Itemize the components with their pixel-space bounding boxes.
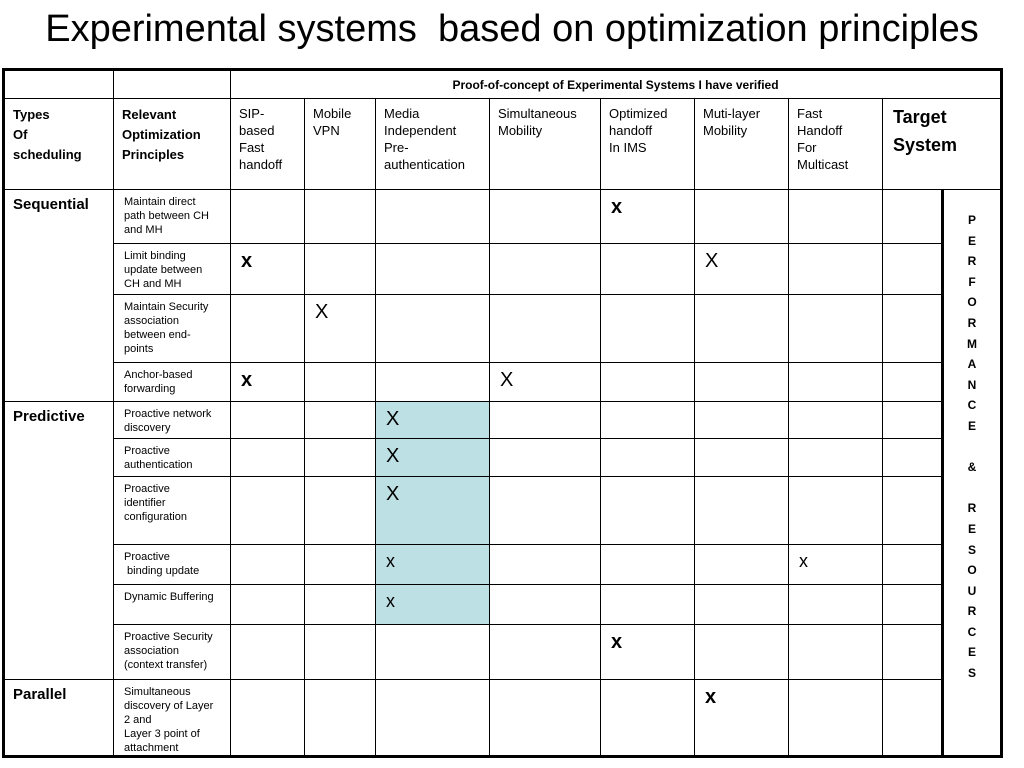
text-line: Layer 3 point of <box>124 728 200 740</box>
target-system-cell <box>883 625 943 680</box>
optimization-principle <box>114 295 231 363</box>
check-mark-cell: X <box>376 439 490 477</box>
check-mark-cell <box>231 625 305 680</box>
text-line: System <box>893 135 958 155</box>
target-system-cell <box>883 402 943 439</box>
check-mark-cell <box>305 363 376 402</box>
check-mark-cell <box>695 402 789 439</box>
text-line: configuration <box>124 511 187 523</box>
text-line: Simultaneous <box>498 106 577 121</box>
check-mark-cell: x <box>789 545 883 585</box>
check-mark-cell <box>376 680 490 757</box>
check-mark-cell: x <box>231 244 305 295</box>
text-line: Principles <box>122 147 185 162</box>
check-mark-cell <box>231 190 305 244</box>
vertical-letter: A <box>967 357 977 372</box>
text-line: between end- <box>124 329 191 341</box>
check-mark-cell <box>490 402 601 439</box>
text-line: Maintain direct <box>124 196 196 208</box>
table-row <box>4 363 1002 402</box>
check-mark-cell: x <box>231 363 305 402</box>
target-system-cell <box>883 585 943 625</box>
vertical-letter: E <box>968 233 977 248</box>
text-line: Pre- <box>384 140 409 155</box>
optimization-principle <box>114 585 231 625</box>
table-row <box>4 439 1002 477</box>
check-mark-cell <box>231 402 305 439</box>
text-line: Simultaneous <box>124 686 191 698</box>
check-mark-cell <box>305 439 376 477</box>
text-line: Media <box>384 106 420 121</box>
table-row <box>4 625 1002 680</box>
check-mark-cell <box>376 625 490 680</box>
optimization-principle <box>114 244 231 295</box>
text-line: Limit binding <box>124 250 186 262</box>
check-mark-cell <box>789 190 883 244</box>
text-line: scheduling <box>13 147 82 162</box>
text-line: Multicast <box>797 157 849 172</box>
optimization-principle <box>114 545 231 585</box>
check-mark-cell: X <box>376 402 490 439</box>
vertical-letter: R <box>967 604 977 619</box>
table-row <box>4 545 1002 585</box>
check-mark-cell <box>376 190 490 244</box>
text-line: SIP- <box>239 106 265 121</box>
header-target-system <box>883 99 1002 190</box>
check-mark-cell <box>789 363 883 402</box>
optimization-principle <box>114 477 231 545</box>
check-mark-cell <box>695 363 789 402</box>
vertical-letter: R <box>967 501 977 516</box>
check-mark-cell <box>695 545 789 585</box>
header-relevant-optimization-principles <box>114 99 231 190</box>
text-line: (context transfer) <box>124 659 208 671</box>
text-line: CH and MH <box>124 278 182 290</box>
check-mark-cell <box>231 439 305 477</box>
text-line: update between <box>124 264 203 276</box>
text-line: Proactive <box>124 483 170 495</box>
vertical-letter: E <box>968 521 977 536</box>
vertical-letter: R <box>967 315 977 330</box>
check-mark-cell <box>305 585 376 625</box>
check-mark-cell <box>789 402 883 439</box>
table-row <box>4 244 1002 295</box>
table-row <box>4 402 1002 439</box>
check-mark-cell <box>305 244 376 295</box>
check-mark-cell <box>601 363 695 402</box>
header-types-of-scheduling <box>4 99 114 190</box>
check-mark-cell <box>490 585 601 625</box>
text-line: Anchor-based <box>124 369 193 381</box>
header-system-6 <box>789 99 883 190</box>
vertical-letter <box>944 437 1000 458</box>
vertical-letter: C <box>967 398 977 413</box>
check-mark-cell <box>695 190 789 244</box>
text-line: Mobile <box>313 106 352 121</box>
check-mark-cell <box>601 244 695 295</box>
check-mark-cell <box>789 244 883 295</box>
check-mark-cell <box>305 190 376 244</box>
corner-cell <box>114 70 231 99</box>
header-system-2 <box>376 99 490 190</box>
check-mark-cell <box>305 680 376 757</box>
header-system-3 <box>490 99 601 190</box>
corner-cell <box>4 70 114 99</box>
text-line: and MH <box>124 224 163 236</box>
text-line: Fast <box>239 140 265 155</box>
text-line: discovery <box>124 422 171 434</box>
check-mark-cell <box>601 439 695 477</box>
text-line: Optimization <box>122 127 201 142</box>
check-mark-cell <box>601 477 695 545</box>
vertical-letter: E <box>968 645 977 660</box>
check-mark-cell <box>490 295 601 363</box>
optimization-principle <box>114 363 231 402</box>
text-line: authentication <box>124 459 193 471</box>
text-line: Proactive Security <box>124 631 213 643</box>
text-line: binding update <box>124 565 200 577</box>
text-line: Of <box>13 127 28 142</box>
target-system-cell <box>883 295 943 363</box>
text-line: Independent <box>384 123 457 138</box>
header-system-5 <box>695 99 789 190</box>
check-mark-cell <box>789 439 883 477</box>
check-mark-cell <box>490 439 601 477</box>
header-system-4 <box>601 99 695 190</box>
slide-title: Experimental systems based on optimization principles <box>45 8 979 50</box>
vertical-letter: O <box>967 295 977 310</box>
vertical-letter: E <box>968 418 977 433</box>
text-line: discovery of Layer <box>124 700 214 712</box>
text-line: Fast <box>797 106 823 121</box>
vertical-letter: C <box>967 624 977 639</box>
text-line: attachment <box>124 742 179 754</box>
check-mark-cell <box>490 190 601 244</box>
vertical-letter: R <box>967 254 977 269</box>
check-mark-cell <box>231 545 305 585</box>
check-mark-cell <box>695 625 789 680</box>
text-line: handoff <box>609 123 653 138</box>
check-mark-cell <box>490 680 601 757</box>
table-row <box>4 585 1002 625</box>
target-system-cell <box>883 477 943 545</box>
text-line: association <box>124 315 180 327</box>
principles-matrix-table <box>2 68 1003 758</box>
text-line: identifier <box>124 497 166 509</box>
text-line: Relevant <box>122 107 177 122</box>
text-line: Proactive network <box>124 408 212 420</box>
vertical-letter: S <box>968 542 977 557</box>
check-mark-cell <box>695 585 789 625</box>
optimization-principle <box>114 625 231 680</box>
check-mark-cell <box>601 295 695 363</box>
check-mark-cell <box>231 477 305 545</box>
target-system-cell <box>883 545 943 585</box>
table-row <box>4 190 1002 244</box>
vertical-letter: O <box>967 563 977 578</box>
target-system-cell <box>883 363 943 402</box>
table-row <box>4 295 1002 363</box>
check-mark-cell <box>789 625 883 680</box>
header-system-1 <box>305 99 376 190</box>
text-line: Types <box>13 107 50 122</box>
check-mark-cell <box>231 585 305 625</box>
check-mark-cell <box>601 585 695 625</box>
text-line: Mobility <box>703 123 748 138</box>
check-mark-cell: x <box>601 190 695 244</box>
text-line: path between CH <box>124 210 209 222</box>
table-row <box>4 680 1002 757</box>
target-system-cell <box>883 244 943 295</box>
check-mark-cell: x <box>695 680 789 757</box>
scheduling-type-predictive: Predictive <box>4 402 114 680</box>
check-mark-cell <box>490 244 601 295</box>
check-mark-cell <box>695 439 789 477</box>
scheduling-type-sequential: Sequential <box>4 190 114 402</box>
vertical-letter: P <box>968 213 977 227</box>
text-line: based <box>239 123 275 138</box>
text-line: points <box>124 343 154 355</box>
text-line: Optimized <box>609 106 668 121</box>
vertical-letter: S <box>968 666 977 681</box>
vertical-letter: & <box>967 460 977 475</box>
check-mark-cell <box>376 363 490 402</box>
target-system-cell <box>883 680 943 757</box>
text-line: For <box>797 140 817 155</box>
vertical-letter: M <box>967 336 977 351</box>
vertical-letter <box>944 478 1000 499</box>
check-mark-cell <box>789 295 883 363</box>
text-line: VPN <box>313 123 340 138</box>
vertical-letter: F <box>968 274 976 289</box>
performance-resources-vertical-label <box>943 190 1002 757</box>
text-line: Dynamic Buffering <box>124 591 214 603</box>
check-mark-cell <box>305 545 376 585</box>
text-line: forwarding <box>124 383 176 395</box>
check-mark-cell: x <box>601 625 695 680</box>
target-system-cell <box>883 190 943 244</box>
check-mark-cell: X <box>490 363 601 402</box>
text-line: Proactive <box>124 551 170 563</box>
text-line: authentication <box>384 157 465 172</box>
check-mark-cell <box>601 545 695 585</box>
vertical-letter: U <box>967 583 977 598</box>
text-line: Proactive <box>124 445 170 457</box>
check-mark-cell <box>789 477 883 545</box>
check-mark-cell <box>601 680 695 757</box>
text-line: Muti-layer <box>703 106 761 121</box>
check-mark-cell: X <box>376 477 490 545</box>
vertical-letter: N <box>967 377 977 392</box>
text-line: 2 and <box>124 714 152 726</box>
check-mark-cell <box>789 680 883 757</box>
text-line: handoff <box>239 157 283 172</box>
optimization-principle <box>114 439 231 477</box>
optimization-principle <box>114 680 231 757</box>
text-line: association <box>124 645 180 657</box>
text-line: Handoff <box>797 123 843 138</box>
scheduling-type-parallel: Parallel <box>4 680 114 757</box>
check-mark-cell <box>789 585 883 625</box>
optimization-principle <box>114 190 231 244</box>
header-system-0 <box>231 99 305 190</box>
check-mark-cell <box>231 295 305 363</box>
check-mark-cell <box>490 545 601 585</box>
table-row <box>4 477 1002 545</box>
check-mark-cell <box>231 680 305 757</box>
check-mark-cell <box>305 477 376 545</box>
check-mark-cell <box>695 477 789 545</box>
check-mark-cell <box>490 625 601 680</box>
text-line: Mobility <box>498 123 543 138</box>
proof-of-concept-banner: Proof-of-concept of Experimental Systems I have verified <box>231 70 1002 99</box>
check-mark-cell <box>376 244 490 295</box>
optimization-principle <box>114 402 231 439</box>
check-mark-cell <box>305 625 376 680</box>
check-mark-cell <box>695 295 789 363</box>
check-mark-cell <box>490 477 601 545</box>
check-mark-cell <box>376 295 490 363</box>
check-mark-cell <box>601 402 695 439</box>
check-mark-cell: X <box>305 295 376 363</box>
check-mark-cell: x <box>376 585 490 625</box>
target-system-cell <box>883 439 943 477</box>
text-line: Maintain Security <box>124 301 209 313</box>
text-line: In IMS <box>609 140 647 155</box>
check-mark-cell: X <box>695 244 789 295</box>
text-line: Target <box>893 107 947 127</box>
check-mark-cell: x <box>376 545 490 585</box>
check-mark-cell <box>305 402 376 439</box>
